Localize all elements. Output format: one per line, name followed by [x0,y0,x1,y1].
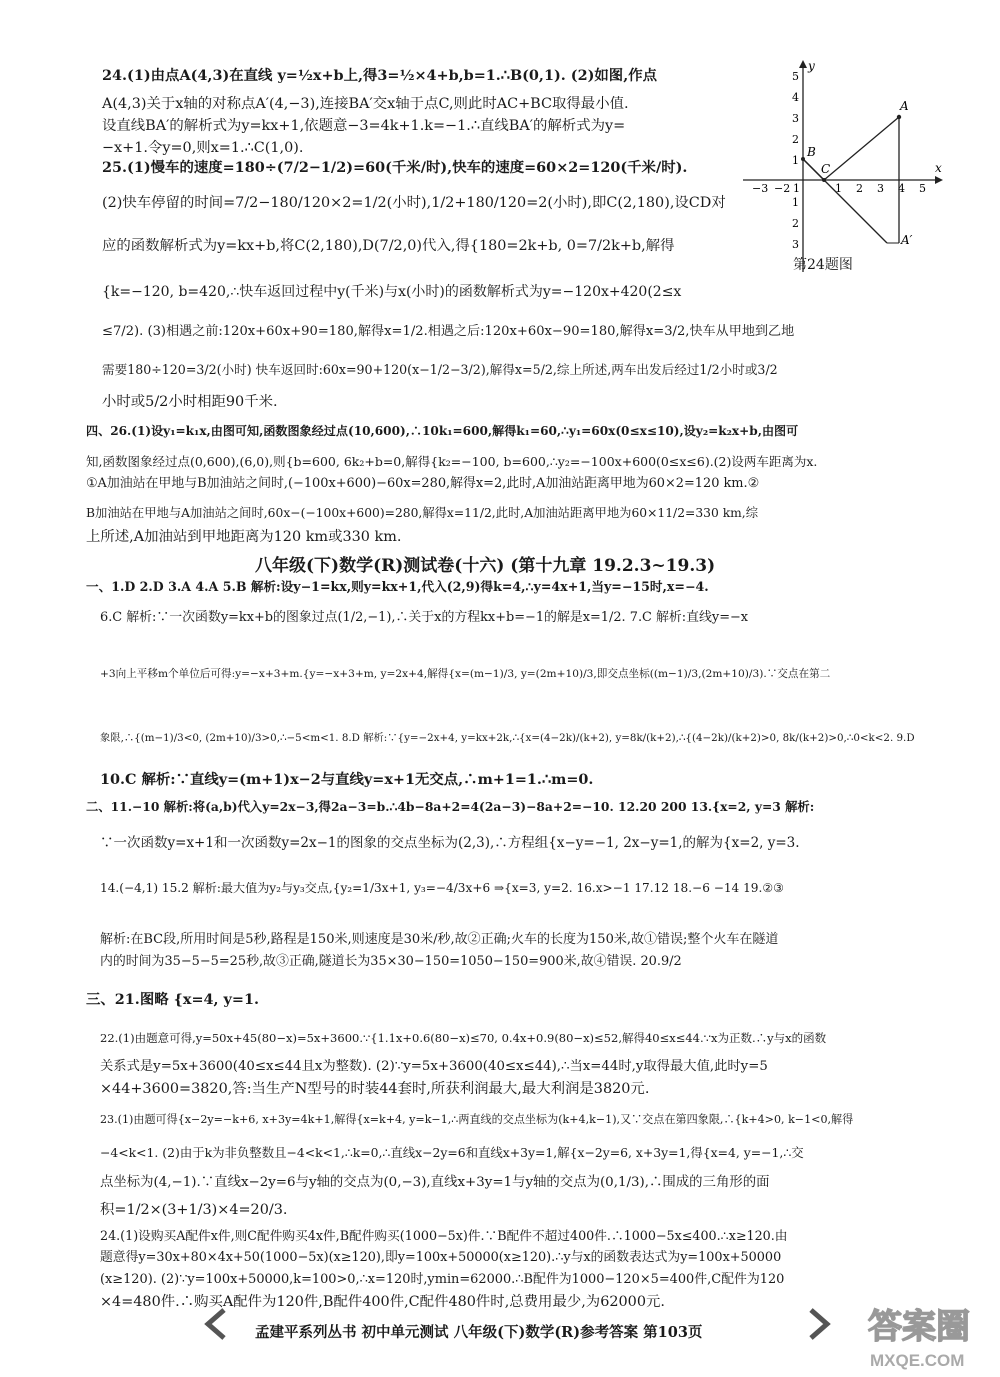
text-line: 25.(1)慢车的速度=180÷(7/2−1/2)=60(千米/时),快车的速度=60×2=120(千米/时). [102,159,688,176]
x-tick: 4 [898,182,905,195]
y-tick: 3 [792,112,799,125]
text-line: 点坐标为(4,−1).∵直线x−2y=6与y轴的交点为(0,−3),直线x+3y=1与y轴的交点为(0,1/3),∴围成的三角形的面 [100,1175,770,1190]
x-tick: 5 [919,182,926,195]
text-line: B加油站在甲地与A加油站之间时,60x−(−100x+600)=280,解得x=11/2,此时,A加油站距离甲地为60×11/2=330 km,综 [86,506,759,520]
section-title: 八年级(下)数学(R)测试卷(十六) (第十九章 19.2.3~19.3) [255,556,716,576]
label-b: B [807,145,816,159]
text-line: 22.(1)由题意可得,y=50x+45(80−x)=5x+3600.∵{1.1x+0.6(80−x)≤70, 0.4x+0.9(80−x)≤52,解得40≤x≤44.∵x为正数.∴y与x的函数 [100,1031,827,1045]
text-line: 题意得y=30x+80×4x+50(1000−5x)(x≥120),即y=100x+50000(x≥120).∴y与x的函数表达式为y=100x+50000 [100,1250,782,1265]
text-line: 四、26.(1)设y₁=k₁x,由图可知,函数图象经过点(10,600),∴10k₁=600,解得k₁=60,∴y₁=60x(0≤x≤10),设y₂=k₂x+b,由图可 [86,424,799,438]
y-tick: 1 [792,196,799,209]
chevron-left-icon [200,1306,230,1342]
coordinate-figure [735,60,945,280]
page-footer: 孟建平系列丛书 初中单元测试 八年级(下)数学(R)参考答案 第103页 [255,1324,703,1341]
text-line: ∵一次函数y=x+1和一次函数y=2x−1的图象的交点坐标为(2,3),∴方程组{x−y=−1, 2x−y=1,的解为{x=2, y=3. [100,835,800,851]
label-c: C [821,162,831,176]
y-axis-arrow [799,60,807,68]
text-line: 上所述,A加油站到甲地距离为120 km或330 km. [86,529,402,545]
watermark-title: 答案圈 [868,1307,970,1347]
text-line: 小时或5/2小时相距90千米. [102,394,278,410]
text-line: ×44+3600=3820,答:当生产N型号的时装44套时,所获利润最大,最大利润是3820元. [100,1081,650,1097]
label-a-prime: A′ [901,233,913,247]
y-tick: 2 [792,217,799,230]
x-tick: −3 [752,182,769,195]
text-line: {k=−120, b=420,∴快车返回过程中y(千米)与x(小时)的函数解析式为y=−120x+420(2≤x [102,284,682,300]
text-line: 应的函数解析式为y=kx+b,将C(2,180),D(7/2,0)代入,得{180=2k+b, 0=7/2k+b,解得 [102,238,675,254]
text-line: 6.C 解析:∵一次函数y=kx+b的图象过点(1/2,−1),∴关于x的方程kx+b=−1的解是x=1/2. 7.C 解析:直线y=−x [100,610,749,625]
point-c [822,178,826,182]
text-line: (x≥120). (2)∵y=100x+50000,k=100>0,∴x=120时,ymin=62000.∴B配件为1000−120×5=400件,C配件为120 [100,1272,785,1287]
x-axis-label: x [935,161,942,175]
point-a [897,115,901,119]
text-line: 知,函数图象经过点(0,600),(6,0),则{b=600, 6k₂+b=0,解得{k₂=−100, b=600,∴y₂=−100x+600(0≤x≤6).(2)设两车距离为x. [86,454,818,469]
x-tick: 1 [793,182,800,195]
x-tick: 1 [835,182,842,195]
text-line: −x+1.令y=0,则x=1.∴C(1,0). [102,140,304,156]
text-line: 10.C 解析:∵直线y=(m+1)x−2与直线y=x+1无交点,∴m+1=1.∴m=0. [100,771,594,788]
text-line: 14.(−4,1) 15.2 解析:最大值为y₂与y₃交点,{y₂=1/3x+1, y₃=−4/3x+6 ⇒{x=3, y=2. 16.x>−1 17.12 18.−6 −14 19.②③ [100,881,785,895]
text-line: +3向上平移m个单位后可得:y=−x+3+m.{y=−x+3+m, y=2x+4,解得{x=(m−1)/3, y=(2m+10)/3,即交点坐标((m−1)/3,(2m+10)/3).∵交点在第二 [100,668,831,680]
watermark-logo [860,1298,990,1373]
text-line: 一、1.D 2.D 3.A 4.A 5.B 解析:设y−1=kx,则y=kx+1,代入(2,9)得k=4,∴y=4x+1,当y=−15时,x=−4. [86,579,709,594]
text-line: 24.(1)设购买A配件x件,则C配件购买4x件,B配件购买(1000−5x)件.∵B配件不超过400件.∴1000−5x≤400.∴x≥120.由 [100,1228,788,1243]
text-line: 23.(1)由题可得{x−2y=−k+6, x+3y=4k+1,解得{x=k+4, y=k−1,∴两直线的交点坐标为(k+4,k−1),又∵交点在第四象限,∴{k+4>0, k−1<0,解得 [100,1113,854,1126]
text-line: 需要180÷120=3/2(小时) 快车返回时:60x=90+120(x−1/2−3/2),解得x=5/2,综上所述,两车出发后经过1/2小时或3/2 [102,362,778,377]
segment-ca [824,117,899,180]
text-line: 象限,∴{(m−1)/3<0, (2m+10)/3>0,∴−5<m<1. 8.D 解析:∵{y=−2x+4, y=kx+2k,∴{x=(4−2k)/(k+2), y=8k/(k+2),∴{(4−2k)/(k+2)>0, 8k/(k+2)>0,∴0<k<2. 9.D [100,732,915,744]
text-line: ①A加油站在甲地与B加油站之间时,(−100x+600)−60x=280,解得x=2,此时,A加油站距离甲地为60×2=120 km.② [86,476,760,491]
y-axis-label: y [808,60,815,73]
watermark-url: MXQE.COM [870,1351,965,1370]
text-line: 24.(1)由点A(4,3)在直线 y=½x+b上,得3=½×4+b,b=1.∴B(0,1). (2)如图,作点 [102,67,657,84]
x-tick: −2 [774,182,791,195]
y-tick: 3 [792,238,799,251]
figure-caption: 第24题图 [793,257,853,273]
text-line: 关系式是y=5x+3600(40≤x≤44且x为整数). (2)∵y=5x+3600(40≤x≤44),∴当x=44时,y取得最大值,此时y=5 [100,1059,768,1074]
text-line: (2)快车停留的时间=7/2−180/120×2=1/2(小时),1/2+180/120=2(小时),即C(2,180),设CD对 [102,195,726,211]
text-line: 三、21.图略 {x=4, y=1. [86,991,259,1008]
text-line: −4<k<1. (2)由于k为非负整数且−4<k<1,∴k=0,∴直线x−2y=6和直线x+3y=1,解{x−2y=6, x+3y=1,得{x=4, y=−1,∴交 [100,1145,804,1160]
text-line: 内的时间为35−5−5=25秒,故③正确,隧道长为35×30−150=1050−150=900米,故④错误. 20.9/2 [100,954,682,969]
text-line: 解析:在BC段,所用时间是5秒,路程是150米,则速度是30米/秒,故②正确;火车的长度为150米,故①错误;整个火车在隧道 [100,932,779,947]
text-line: 二、11.−10 解析:将(a,b)代入y=2x−3,得2a−3=b.∴4b−8a+2=4(2a−3)−8a+2=−10. 12.20 200 13.{x=2, y=3 解析: [86,799,815,814]
text-line: 积=1/2×(3+1/3)×4=20/3. [100,1202,288,1218]
label-a: A [900,99,909,113]
text-line: A(4,3)关于x轴的对称点A′(4,−3),连接BA′交x轴于点C,则此时AC+BC取得最小值. [102,96,629,112]
text-line: ×4=480件.∴购买A配件为120件,B配件400件,C配件480件时,总费用最少,为62000元. [100,1294,665,1310]
x-axis-arrow [935,176,943,184]
chevron-right-icon [805,1306,835,1342]
point-b [801,157,805,161]
y-tick: 5 [792,70,799,83]
y-tick: 2 [792,133,799,146]
text-line: ≤7/2). (3)相遇之前:120x+60x+90=180,解得x=1/2.相遇之后:120x+60x−90=180,解得x=3/2,快车从甲地到乙地 [102,324,795,339]
x-tick: 3 [877,182,884,195]
text-line: 设直线BA′的解析式为y=kx+1,依题意−3=4k+1.k=−1.∴直线BA′的解析式为y= [102,118,626,134]
y-tick: 1 [792,154,799,167]
y-tick: 4 [792,91,799,104]
x-tick: 2 [856,182,863,195]
